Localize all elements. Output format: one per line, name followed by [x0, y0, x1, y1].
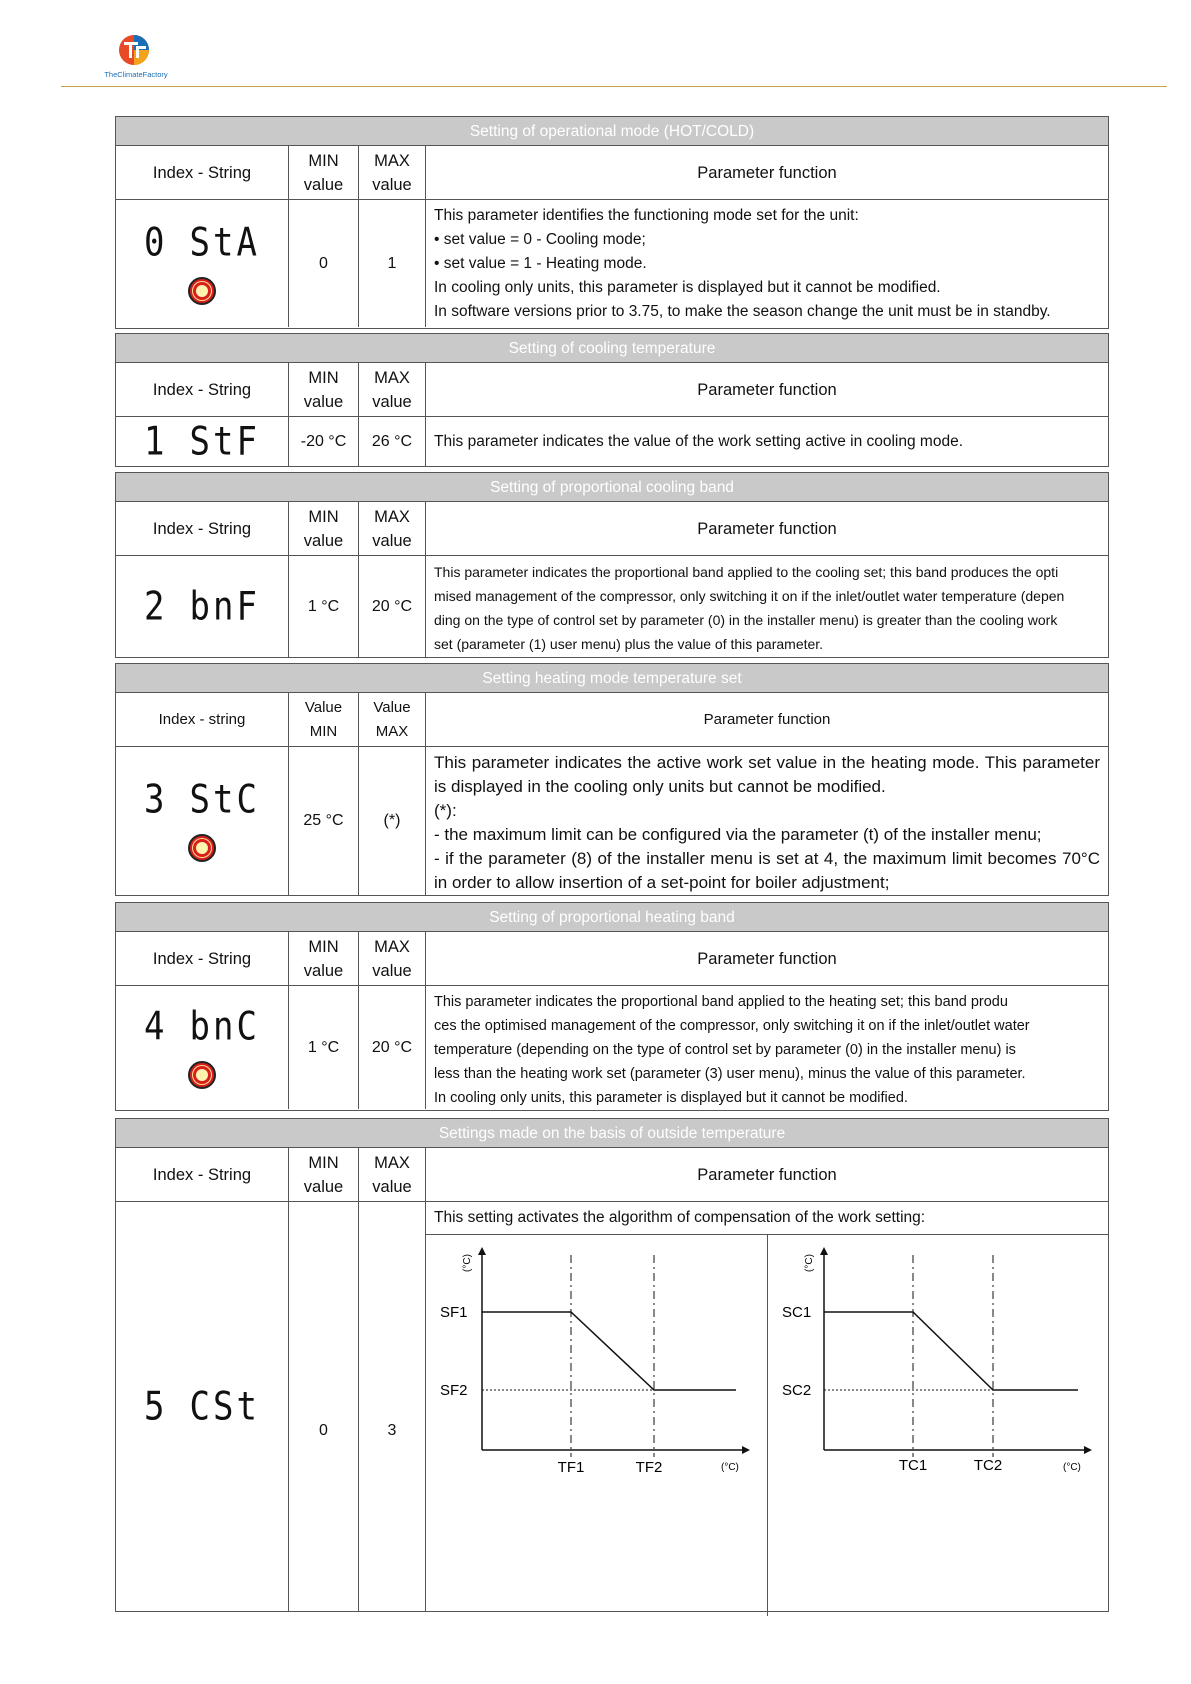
x-axis-arrow-icon [1084, 1446, 1092, 1454]
lcd-display: 1 StF [144, 418, 260, 465]
col-min-header: MIN [308, 937, 339, 956]
y-unit: (°C) [803, 1254, 815, 1272]
compensation-graph-cooling [426, 1235, 767, 1616]
min-value: 25 °C [288, 747, 358, 895]
min-value: 0 [288, 200, 358, 327]
y-high-label: SF1 [440, 1304, 468, 1321]
section-title: Setting of proportional cooling band [116, 473, 1108, 502]
parameter-description: This parameter indicates the proportional band applied to the cooling set; this band produces the opti mised management of the compressor, only switching it on if the inlet/outlet water temperature (depen ding on the type of control set by parameter (0) in the installer menu) is greater than the cooling work set (parameter (1) user menu) plus the value of this parameter. [425, 556, 1108, 657]
heating-badge-icon [188, 1061, 216, 1089]
col-max-header-sub: value [372, 175, 412, 194]
col-min-header: MIN [308, 1153, 339, 1172]
section-title: Settings made on the basis of outside temperature [116, 1119, 1108, 1148]
col-min-header-sub: MIN [309, 722, 338, 740]
section-heating-band [115, 902, 1109, 1111]
col-index-header: Index - String [152, 1165, 252, 1184]
section-cooling-temperature [115, 333, 1109, 467]
x-unit: (°C) [721, 1462, 740, 1473]
index-cell [116, 986, 288, 1109]
lcd-display: 3 StC [144, 777, 260, 823]
max-value: 1 [358, 200, 425, 327]
section-title: Setting heating mode temperature set [116, 664, 1108, 693]
section-title: Setting of cooling temperature [116, 334, 1108, 363]
x-axis-arrow-icon [742, 1446, 750, 1454]
compensation-graph-heating [767, 1235, 1109, 1616]
col-max-header: Value [373, 698, 411, 716]
col-max-header: MAX [374, 151, 410, 170]
y-low-label: SF2 [440, 1382, 468, 1399]
min-value: 1 °C [288, 556, 358, 657]
heating-badge-icon [188, 834, 216, 862]
max-value: (*) [358, 747, 425, 895]
section-outside-temperature [115, 1118, 1109, 1612]
min-value: 1 °C [288, 986, 358, 1109]
col-max-header-sub: value [372, 961, 412, 980]
header-rule [61, 86, 1167, 87]
col-min-header: MIN [308, 151, 339, 170]
heating-badge-icon [188, 277, 216, 305]
col-function-header: Parameter function [425, 693, 1108, 746]
col-min-header-sub: value [303, 1177, 344, 1196]
col-function-header: Parameter function [425, 363, 1108, 416]
col-max-header: MAX [374, 1153, 410, 1172]
parameter-description: This parameter indicates the active work set value in the heating mode. This parameter is displayed in the cooling only units but cannot be modified. (*): - the maximum limit can be configured via the parameter (t) of the installer menu; - if the parameter (8) of the installer menu is set at 4, the maximum limit becomes 70°C in order to allow insertion of a set-point for boiler adjustment; [425, 747, 1108, 895]
col-min-header: MIN [308, 507, 339, 526]
max-value: 3 [358, 1202, 425, 1611]
compensation-curve [482, 1312, 736, 1390]
index-cell [116, 417, 288, 466]
col-max-header: MAX [374, 507, 410, 526]
y-high-label: SC1 [781, 1304, 811, 1321]
index-cell [116, 556, 288, 657]
col-index-header: Index - String [152, 519, 252, 538]
x-unit: (°C) [1062, 1462, 1081, 1473]
climate-factory-logo-icon [96, 34, 176, 70]
section-title: Setting of operational mode (HOT/COLD) [116, 117, 1108, 146]
x-2-label: TF2 [635, 1459, 663, 1476]
col-max-header: MAX [374, 368, 410, 387]
col-function-header: Parameter function [425, 146, 1108, 199]
x-1-label: TF1 [557, 1459, 585, 1476]
col-index-header: Index - String [152, 163, 252, 182]
col-index-header: Index - string [158, 710, 246, 728]
lcd-display: 5 CSt [144, 1383, 260, 1430]
lcd-display: 2 bnF [144, 583, 260, 630]
col-max-header-sub: value [372, 1177, 412, 1196]
col-max-header-sub: value [372, 531, 412, 550]
parameter-description: This parameter indicates the proportional band applied to the heating set; this band produ ces the optimised management of the compressor, only switching it on if the inlet/outlet water temperature (depending on the type of control set by parameter (0) in the installer menu) is less than the heating work set (parameter (3) user menu), minus the value of this parameter. In cooling only units, this parameter is displayed but it cannot be modified. [425, 986, 1108, 1109]
index-cell [116, 1202, 288, 1611]
x-1-label: TC1 [898, 1457, 927, 1474]
col-index-header: Index - String [152, 380, 252, 399]
compensation-curve [824, 1312, 1078, 1390]
col-min-header-sub: value [303, 531, 344, 550]
col-min-header-sub: value [303, 175, 344, 194]
col-max-header: MAX [374, 937, 410, 956]
parameter-description: This parameter indicates the value of the work setting active in cooling mode. [425, 417, 1108, 466]
min-value: -20 °C [288, 417, 358, 466]
col-min-header-sub: value [303, 961, 344, 980]
col-index-header: Index - String [152, 949, 252, 968]
x-2-label: TC2 [973, 1457, 1002, 1474]
section-title: Setting of proportional heating band [116, 903, 1108, 932]
col-max-header-sub: MAX [375, 722, 409, 740]
col-min-header-sub: value [303, 392, 344, 411]
y-axis-arrow-icon [478, 1247, 486, 1255]
y-axis-arrow-icon [820, 1247, 828, 1255]
max-value: 26 °C [358, 417, 425, 466]
parameter-description: This setting activates the algorithm of compensation of the work setting: [434, 1209, 926, 1226]
section-heating-set [115, 663, 1109, 896]
section-cooling-band [115, 472, 1109, 658]
col-function-header: Parameter function [425, 1148, 1108, 1201]
index-cell [116, 747, 288, 895]
lcd-display: 0 StA [144, 219, 260, 266]
col-min-header: MIN [308, 368, 339, 387]
col-function-header: Parameter function [425, 502, 1108, 555]
col-function-header: Parameter function [425, 932, 1108, 985]
logo-text: TheClimateFactory [104, 70, 168, 79]
min-value: 0 [288, 1202, 358, 1611]
index-cell [116, 200, 288, 327]
y-unit: (°C) [462, 1254, 474, 1272]
logo [96, 34, 176, 80]
max-value: 20 °C [358, 556, 425, 657]
col-min-header: Value [304, 698, 343, 716]
max-value: 20 °C [358, 986, 425, 1109]
parameter-description: This parameter identifies the functioning mode set for the unit: • set value = 0 - Cooling mode; • set value = 1 - Heating mode. In cooling only units, this parameter is displayed but it cannot be modified. In software versions prior to 3.75, to make the season change the unit must be in standby. [425, 200, 1108, 327]
y-low-label: SC2 [781, 1382, 811, 1399]
col-max-header-sub: value [372, 392, 412, 411]
lcd-display: 4 bnC [144, 1003, 260, 1050]
section-operational-mode [115, 116, 1109, 329]
